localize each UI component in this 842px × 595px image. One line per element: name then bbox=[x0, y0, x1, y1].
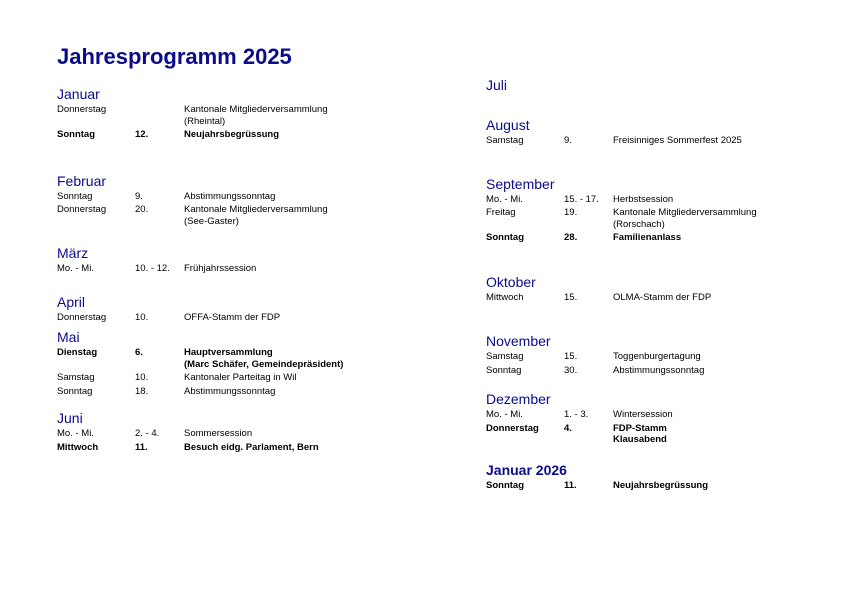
month-section bbox=[486, 333, 816, 376]
event-title: Freisinniges Sommerfest 2025 bbox=[613, 135, 742, 146]
month-heading: Februar bbox=[57, 172, 107, 189]
event-title: Hauptversammlung bbox=[184, 347, 273, 358]
event-title: Wintersession bbox=[613, 409, 673, 420]
event-description bbox=[613, 365, 816, 377]
event-row bbox=[486, 292, 816, 304]
event-description bbox=[184, 204, 387, 227]
event-day: Mo. - Mi. bbox=[57, 263, 94, 274]
event-description bbox=[184, 372, 387, 384]
event-row bbox=[57, 428, 387, 440]
month-section bbox=[57, 294, 387, 324]
month-heading: Januar 2026 bbox=[486, 461, 567, 478]
event-title: FDP-Stamm bbox=[613, 422, 667, 434]
event-date: 10. bbox=[135, 311, 149, 323]
event-title: OLMA-Stamm der FDP bbox=[613, 291, 712, 303]
month-section bbox=[57, 410, 387, 453]
event-date: 20. bbox=[135, 204, 149, 215]
event-day: Sonntag bbox=[57, 190, 93, 202]
month-section bbox=[57, 173, 387, 228]
event-date: 2. - 4. bbox=[135, 428, 160, 439]
event-row bbox=[57, 386, 387, 398]
event-detail: (Rheintal) bbox=[184, 115, 226, 127]
event-description bbox=[184, 428, 387, 440]
event-title: Herbstsession bbox=[613, 193, 674, 205]
event-detail: Klausabend bbox=[613, 434, 667, 445]
event-day: Dienstag bbox=[57, 347, 98, 358]
event-date: 4. bbox=[564, 422, 572, 434]
month-section bbox=[486, 391, 816, 446]
month-section bbox=[486, 176, 816, 244]
event-title: Familienanlass bbox=[613, 232, 682, 243]
event-title: Abstimmungssonntag bbox=[184, 190, 276, 202]
event-description bbox=[184, 263, 387, 275]
event-date: 9. bbox=[135, 190, 143, 202]
event-row bbox=[486, 351, 816, 363]
event-date: 9. bbox=[564, 135, 572, 146]
event-day: Sonntag bbox=[57, 129, 95, 140]
month-section bbox=[486, 274, 816, 304]
event-day: Mittwoch bbox=[486, 291, 524, 303]
event-day: Mo. - Mi. bbox=[486, 409, 523, 420]
event-title: Kantonale Mitgliederversammlung bbox=[184, 204, 328, 215]
event-date: 11. bbox=[564, 479, 577, 491]
event-description bbox=[184, 312, 387, 324]
event-title: Abstimmungssonntag bbox=[184, 385, 276, 397]
event-date bbox=[135, 104, 184, 127]
event-date: 10. bbox=[135, 372, 149, 383]
right-column bbox=[486, 77, 816, 493]
event-row bbox=[57, 442, 387, 454]
month-heading: Oktober bbox=[486, 273, 536, 290]
left-column bbox=[57, 86, 387, 455]
month-section bbox=[57, 245, 387, 275]
month-heading: November bbox=[486, 333, 551, 349]
event-title: OFFA-Stamm der FDP bbox=[184, 311, 281, 323]
month-section bbox=[486, 77, 816, 94]
event-day: Sonntag bbox=[486, 364, 522, 376]
event-row bbox=[486, 365, 816, 377]
event-row bbox=[57, 191, 387, 203]
event-description bbox=[613, 480, 816, 492]
event-title: Neujahrsbegrüssung bbox=[184, 129, 280, 140]
event-date: 12. bbox=[135, 129, 149, 140]
month-heading: Juli bbox=[486, 77, 508, 93]
event-day: Samstag bbox=[57, 372, 95, 383]
event-detail: (Rorschach) bbox=[613, 218, 665, 230]
event-day: Donnerstag bbox=[57, 204, 107, 215]
month-heading: Dezember bbox=[486, 391, 551, 407]
event-date: 30. bbox=[564, 364, 578, 376]
event-date: 1. - 3. bbox=[564, 409, 589, 420]
event-row bbox=[57, 347, 387, 370]
event-date: 6. bbox=[135, 347, 143, 358]
event-row bbox=[486, 409, 816, 421]
event-description bbox=[184, 129, 387, 141]
event-date: 19. bbox=[564, 207, 578, 218]
event-day: Donnerstag bbox=[57, 104, 107, 115]
month-section bbox=[486, 462, 816, 492]
event-description bbox=[184, 104, 387, 127]
month-heading: März bbox=[57, 245, 89, 261]
event-title: Besuch eidg. Parlament, Bern bbox=[184, 441, 319, 453]
event-date: 18. bbox=[135, 385, 149, 397]
event-description bbox=[613, 409, 816, 421]
event-day: Samstag bbox=[486, 351, 524, 362]
event-description bbox=[613, 351, 816, 363]
page-title: Jahresprogramm 2025 bbox=[57, 44, 292, 69]
event-description bbox=[613, 423, 816, 446]
event-description bbox=[184, 191, 387, 203]
event-row bbox=[486, 135, 816, 147]
event-row bbox=[57, 104, 387, 127]
event-row bbox=[57, 312, 387, 324]
event-day: Mo. - Mi. bbox=[57, 428, 94, 439]
month-section bbox=[57, 329, 387, 397]
event-day: Donnerstag bbox=[486, 422, 539, 434]
month-heading: Mai bbox=[57, 329, 80, 345]
event-row bbox=[486, 423, 816, 446]
event-description bbox=[613, 207, 816, 230]
event-day: Sonntag bbox=[486, 479, 524, 491]
month-heading: Juni bbox=[57, 410, 83, 426]
event-title: Sommersession bbox=[184, 428, 253, 439]
month-section bbox=[486, 117, 816, 147]
event-title: Toggenburgertagung bbox=[613, 351, 701, 362]
event-date: 11. bbox=[135, 441, 148, 453]
event-row bbox=[57, 129, 387, 141]
event-row bbox=[486, 232, 816, 244]
event-day: Donnerstag bbox=[57, 311, 107, 323]
event-date: 15. - 17. bbox=[564, 193, 599, 205]
event-day: Samstag bbox=[486, 135, 524, 146]
month-heading: August bbox=[486, 117, 530, 133]
event-description bbox=[613, 292, 816, 304]
event-detail: (Marc Schäfer, Gemeindepräsident) bbox=[184, 358, 344, 370]
event-day: Mo. - Mi. bbox=[486, 193, 523, 205]
event-day: Sonntag bbox=[486, 232, 524, 243]
event-description bbox=[613, 135, 816, 147]
event-description bbox=[184, 386, 387, 398]
event-row bbox=[57, 372, 387, 384]
event-day: Sonntag bbox=[57, 385, 93, 397]
month-heading: September bbox=[486, 175, 555, 192]
event-row bbox=[486, 194, 816, 206]
event-detail: (See-Gaster) bbox=[184, 215, 239, 227]
event-title: Kantonale Mitgliederversammlung bbox=[184, 104, 328, 115]
month-heading: Januar bbox=[57, 86, 100, 102]
event-date: 15. bbox=[564, 351, 578, 362]
event-date: 15. bbox=[564, 291, 578, 303]
event-description bbox=[184, 347, 387, 370]
event-description bbox=[613, 232, 816, 244]
event-row bbox=[486, 207, 816, 230]
event-title: Kantonaler Parteitag in Wil bbox=[184, 372, 297, 383]
event-day: Mittwoch bbox=[57, 441, 99, 453]
event-title: Frühjahrssession bbox=[184, 263, 257, 274]
event-description bbox=[613, 194, 816, 206]
event-date: 10. - 12. bbox=[135, 263, 170, 274]
event-row bbox=[486, 480, 816, 492]
month-heading: April bbox=[57, 293, 86, 310]
event-row bbox=[57, 263, 387, 275]
event-day: Freitag bbox=[486, 207, 516, 218]
event-title: Abstimmungssonntag bbox=[613, 364, 705, 376]
month-section bbox=[57, 86, 387, 141]
event-title: Kantonale Mitgliederversammlung bbox=[613, 207, 757, 218]
event-row bbox=[57, 204, 387, 227]
event-date: 28. bbox=[564, 232, 578, 243]
event-title: Neujahrsbegrüssung bbox=[613, 479, 709, 491]
event-description bbox=[184, 442, 387, 454]
